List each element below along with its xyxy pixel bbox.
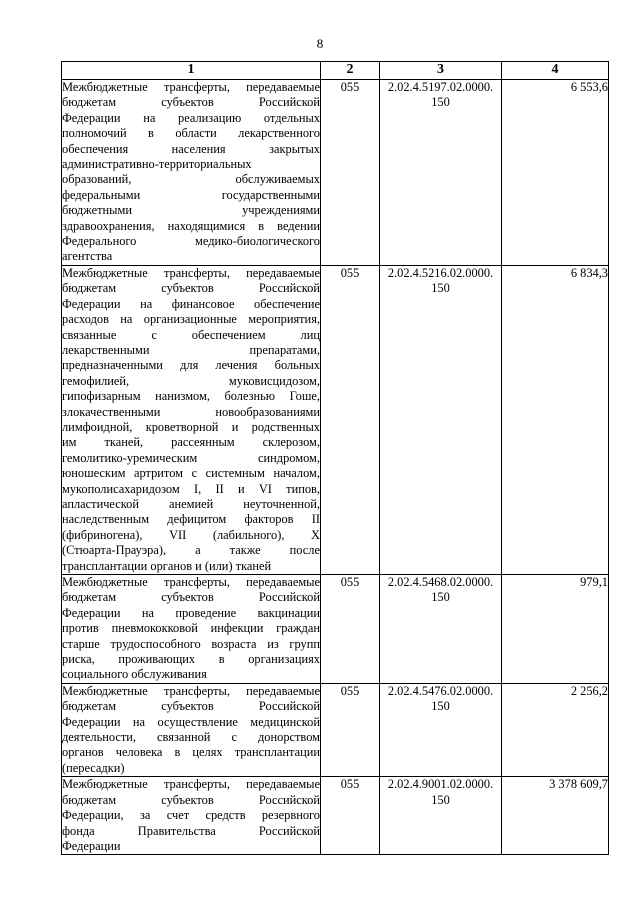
description-line: лекарственными препаратами,: [62, 342, 320, 357]
description-line: (Стюарта-Прауэра), а также после: [62, 543, 320, 558]
description-line: связанные с обеспечением лиц: [62, 327, 320, 342]
budget-classification-code-cell: 2.02.4.9001.02.0000. 150: [380, 777, 502, 855]
description-line: Межбюджетные трансферты, передаваемые: [62, 575, 320, 589]
page-number: 8: [316, 36, 324, 51]
description-line: бюджетам субъектов Российской: [62, 281, 320, 296]
description-line: бюджетам субъектов Российской: [62, 95, 320, 110]
table-row: [62, 777, 609, 855]
description-line: административно-территориальных: [62, 157, 252, 172]
transfer-description: [62, 683, 321, 776]
description-line: социального обслуживания: [62, 667, 207, 682]
description-line: юношеским артритом с системным началом,: [62, 466, 320, 481]
description-line: Межбюджетные трансферты, передаваемые: [62, 777, 320, 792]
description-line: апластической анемией неуточненной,: [62, 496, 320, 511]
admin-code-cell: 055: [321, 80, 380, 266]
description-line: (пересадки): [62, 760, 125, 775]
description-line: злокачественными новообразованиями: [62, 404, 320, 419]
column-header-3: 3: [380, 62, 502, 80]
description-line: предназначенными для лечения больных: [62, 358, 320, 373]
table-header-row: [62, 62, 609, 80]
budget-classification-code-cell: 2.02.4.5468.02.0000. 150: [380, 575, 502, 684]
description-line: бюджетам субъектов Российской: [62, 590, 320, 605]
transfer-description: [62, 80, 321, 266]
description-line: бюджетными учреждениями: [62, 203, 320, 218]
admin-code-cell: 055: [321, 575, 380, 684]
transfer-description: [62, 777, 321, 855]
description-line: мукополисахаридозом I, II и VI типов,: [62, 481, 320, 496]
description-line: (фибриногена), VII (лабильного), X: [62, 527, 320, 542]
budget-classification-code-cell: 2.02.4.5476.02.0000. 150: [380, 683, 502, 776]
description-line: наследственным дефицитом факторов II: [62, 512, 320, 527]
description-line: риска, проживающих в организациях: [62, 652, 320, 667]
admin-code-cell: 055: [321, 265, 380, 574]
description-line: расходов на организационные мероприятия,: [62, 312, 320, 327]
description-line: обеспечения населения закрытых: [62, 141, 320, 156]
column-header-4: 4: [502, 62, 609, 80]
description-line: федеральными государственными: [62, 187, 320, 202]
description-line: агентства: [62, 249, 113, 264]
table-row: [62, 80, 609, 266]
description-line: бюджетам субъектов Российской: [62, 699, 320, 714]
description-line: Федерального медико-биологического: [62, 234, 320, 249]
description-line: Межбюджетные трансферты, передаваемые: [62, 265, 320, 280]
description-line: Федерации на реализацию отдельных: [62, 110, 320, 125]
description-line: полномочий в области лекарственного: [62, 126, 320, 141]
description-line: Федерации, за счет средств резервного: [62, 808, 320, 823]
description-line: против пневмококковой инфекции граждан: [62, 621, 320, 636]
budget-table: [61, 61, 609, 855]
amount-cell: 6 834,3: [502, 265, 609, 574]
amount-cell: 2 256,2: [502, 683, 609, 776]
description-line: органов человека в целях трансплантации: [62, 745, 320, 760]
transfer-description: [62, 575, 321, 684]
description-line: старше трудоспособного возраста из групп: [62, 636, 320, 651]
description-line: Межбюджетные трансферты, передаваемые: [62, 80, 320, 94]
description-line: бюджетам субъектов Российской: [62, 792, 320, 807]
description-line: гемолитико-уремическим синдромом,: [62, 450, 320, 465]
admin-code-cell: 055: [321, 683, 380, 776]
description-line: трансплантации органов и (или) тканей: [62, 558, 272, 573]
description-line: гипофизарным нанизмом, болезнью Гоше,: [62, 389, 320, 404]
transfer-description: [62, 265, 321, 574]
description-line: Федерации: [62, 838, 121, 853]
budget-classification-code-cell: 2.02.4.5197.02.0000. 150: [380, 80, 502, 266]
budget-classification-code-cell: 2.02.4.5216.02.0000. 150: [380, 265, 502, 574]
description-line: образований, обслуживаемых: [62, 172, 320, 187]
description-line: деятельности, связанной с донорством: [62, 730, 320, 745]
description-line: гемофилией, муковисцидозом,: [62, 373, 320, 388]
description-line: им тканей, рассеянным склерозом,: [62, 435, 320, 450]
table-row: [62, 265, 609, 574]
table-body: [62, 80, 609, 855]
amount-cell: 979,1: [502, 575, 609, 684]
amount-cell: 3 378 609,7: [502, 777, 609, 855]
amount-cell: 6 553,6: [502, 80, 609, 266]
column-header-1: 1: [62, 62, 321, 80]
description-line: лимфоидной, кроветворной и родственных: [62, 419, 320, 434]
table-row: [62, 683, 609, 776]
description-line: здравоохранения, находящимися в ведении: [62, 218, 320, 233]
column-header-2: 2: [321, 62, 380, 80]
table-row: [62, 575, 609, 684]
description-line: Межбюджетные трансферты, передаваемые: [62, 683, 320, 698]
description-line: фонда Правительства Российской: [62, 823, 320, 838]
description-line: Федерации на проведение вакцинации: [62, 605, 320, 620]
description-line: Федерации на финансовое обеспечение: [62, 296, 320, 311]
admin-code-cell: 055: [321, 777, 380, 855]
description-line: Федерации на осуществление медицинской: [62, 714, 320, 729]
